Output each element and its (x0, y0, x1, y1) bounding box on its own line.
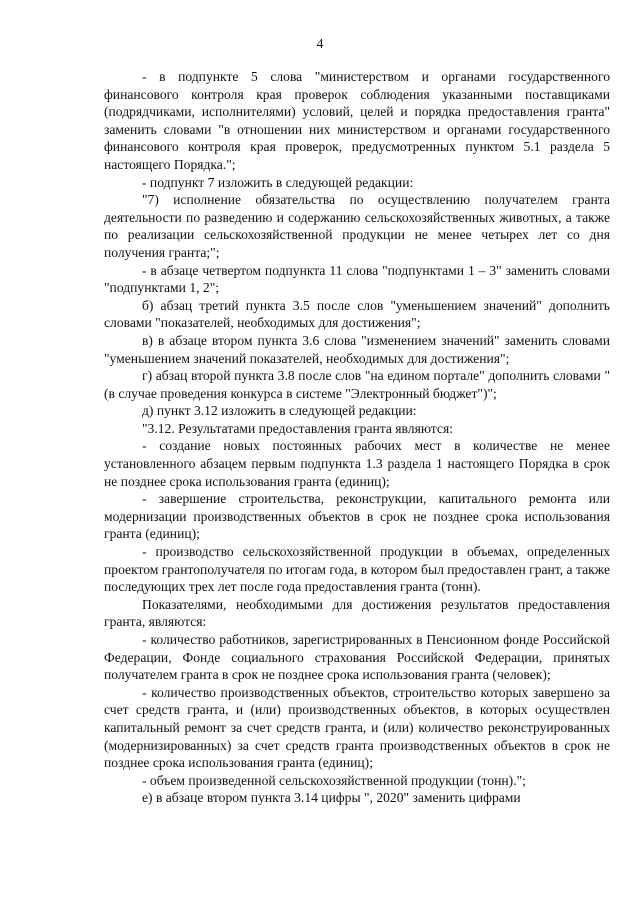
paragraph: - количество производственных объектов, строительство которых завершено за счет средств гранта, и (или) производственных объектов, в которых осуществлен капитальный ремонт за счет средств гранта, и (или) количество реконструированных (модернизированных) за счет средств гранта производственных объектов в срок не позднее срока использования гранта (единиц); (104, 684, 610, 771)
paragraph: е) в абзаце втором пункта 3.14 цифры ", 2020" заменить цифрами (142, 790, 521, 806)
paragraph: - производство сельскохозяйственной продукции в объемах, определенных проектом грантополучателя по итогам года, в котором был предоставлен грант, а также последующих трех лет после года предоставления гранта (тонн). (104, 544, 610, 595)
page-number: 4 (316, 36, 324, 51)
paragraph: Показателями, необходимыми для достижения результатов предоставления гранта, являются: (104, 596, 610, 630)
paragraph: - завершение строительства, реконструкции, капитального ремонта или модернизации производственных объектов в срок не позднее срока использования гранта (единиц); (104, 491, 610, 542)
paragraph: - количество работников, зарегистрированных в Пенсионном фонде Российской Федерации, Фонде социального страхования Российской Федерации, принятых получателем гранта в срок не позднее срока использования гранта (человек); (104, 632, 610, 683)
paragraph: - в абзаце четвертом подпункта 11 слова "подпунктами 1 – 3" заменить словами "подпунктами 1, 2"; (104, 262, 610, 296)
paragraph: д) пункт 3.12 изложить в следующей редакции: (142, 403, 417, 419)
paragraph: - подпункт 7 изложить в следующей редакции: (142, 174, 414, 190)
paragraph: "7) исполнение обязательства по осуществлению получателем гранта деятельности по разведению и содержанию сельскохозяйственных животных, а также по реализации сельскохозяйственной продукции не менее четырех лет со дня получения гранта;"; (104, 192, 610, 260)
paragraph: - создание новых постоянных рабочих мест в количестве не менее установленного абзацем первым подпункта 1.3 раздела 1 настоящего Порядка в срок не позднее срока использования гранта (единиц); (104, 438, 610, 489)
paragraph: "3.12. Результатами предоставления гранта являются: (142, 420, 453, 436)
paragraph: - в подпункте 5 слова "министерством и органами государственного финансового контроля края проверок соблюдения указанными поставщиками (подрядчиками, исполнителями) условий, целей и порядка предоставления гранта" заменить словами "в отношении них министерством и органами государственного финансового контроля края проверок, предусмотренных пунктом 5.1 раздела 5 настоящего Порядка."; (104, 69, 610, 172)
paragraph: б) абзац третий пункта 3.5 после слов "уменьшением значений" дополнить словами "показателей, необходимых для достижения"; (104, 297, 610, 331)
paragraph: в) в абзаце втором пункта 3.6 слова "изменением значений" заменить словами "уменьшением значений показателей, необходимых для достижения"; (104, 332, 610, 366)
paragraph: - объем произведенной сельскохозяйственной продукции (тонн)."; (142, 772, 526, 788)
paragraph: г) абзац второй пункта 3.8 после слов "на едином портале" дополнить словами "(в случае проведения конкурса в системе "Электронный бюджет")"; (104, 368, 610, 401)
document-body (104, 68, 610, 807)
